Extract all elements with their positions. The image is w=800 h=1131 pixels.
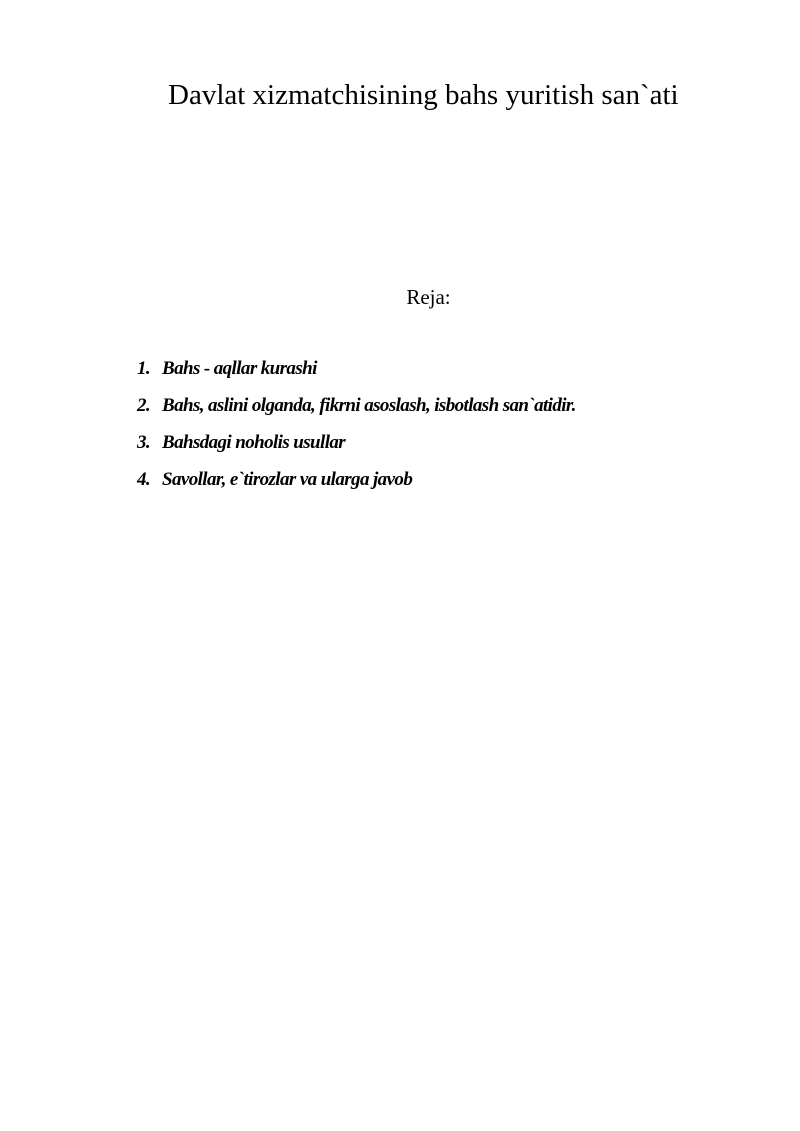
plan-item-number: 2. — [137, 395, 151, 416]
plan-item-text: Bahs - aqllar kurashi — [162, 358, 317, 379]
plan-item — [137, 392, 576, 419]
plan-list — [137, 355, 576, 503]
plan-item-text: Savollar, e`tirozlar va ularga javob — [162, 469, 413, 490]
plan-item-text: Bahsdagi noholis usullar — [162, 432, 346, 453]
plan-item-number: 4. — [137, 469, 151, 490]
plan-item-text: Bahs, aslini olganda, fikrni asoslash, isbotlash san`atidir. — [162, 395, 576, 416]
document-title: Davlat xizmatchisining bahs yuritish san`ati — [168, 79, 679, 111]
plan-item-number: 3. — [137, 432, 151, 453]
plan-item — [137, 466, 576, 493]
plan-heading: Reja: — [406, 285, 451, 309]
plan-item — [137, 355, 576, 382]
plan-item-number: 1. — [137, 358, 151, 379]
plan-item — [137, 429, 576, 456]
